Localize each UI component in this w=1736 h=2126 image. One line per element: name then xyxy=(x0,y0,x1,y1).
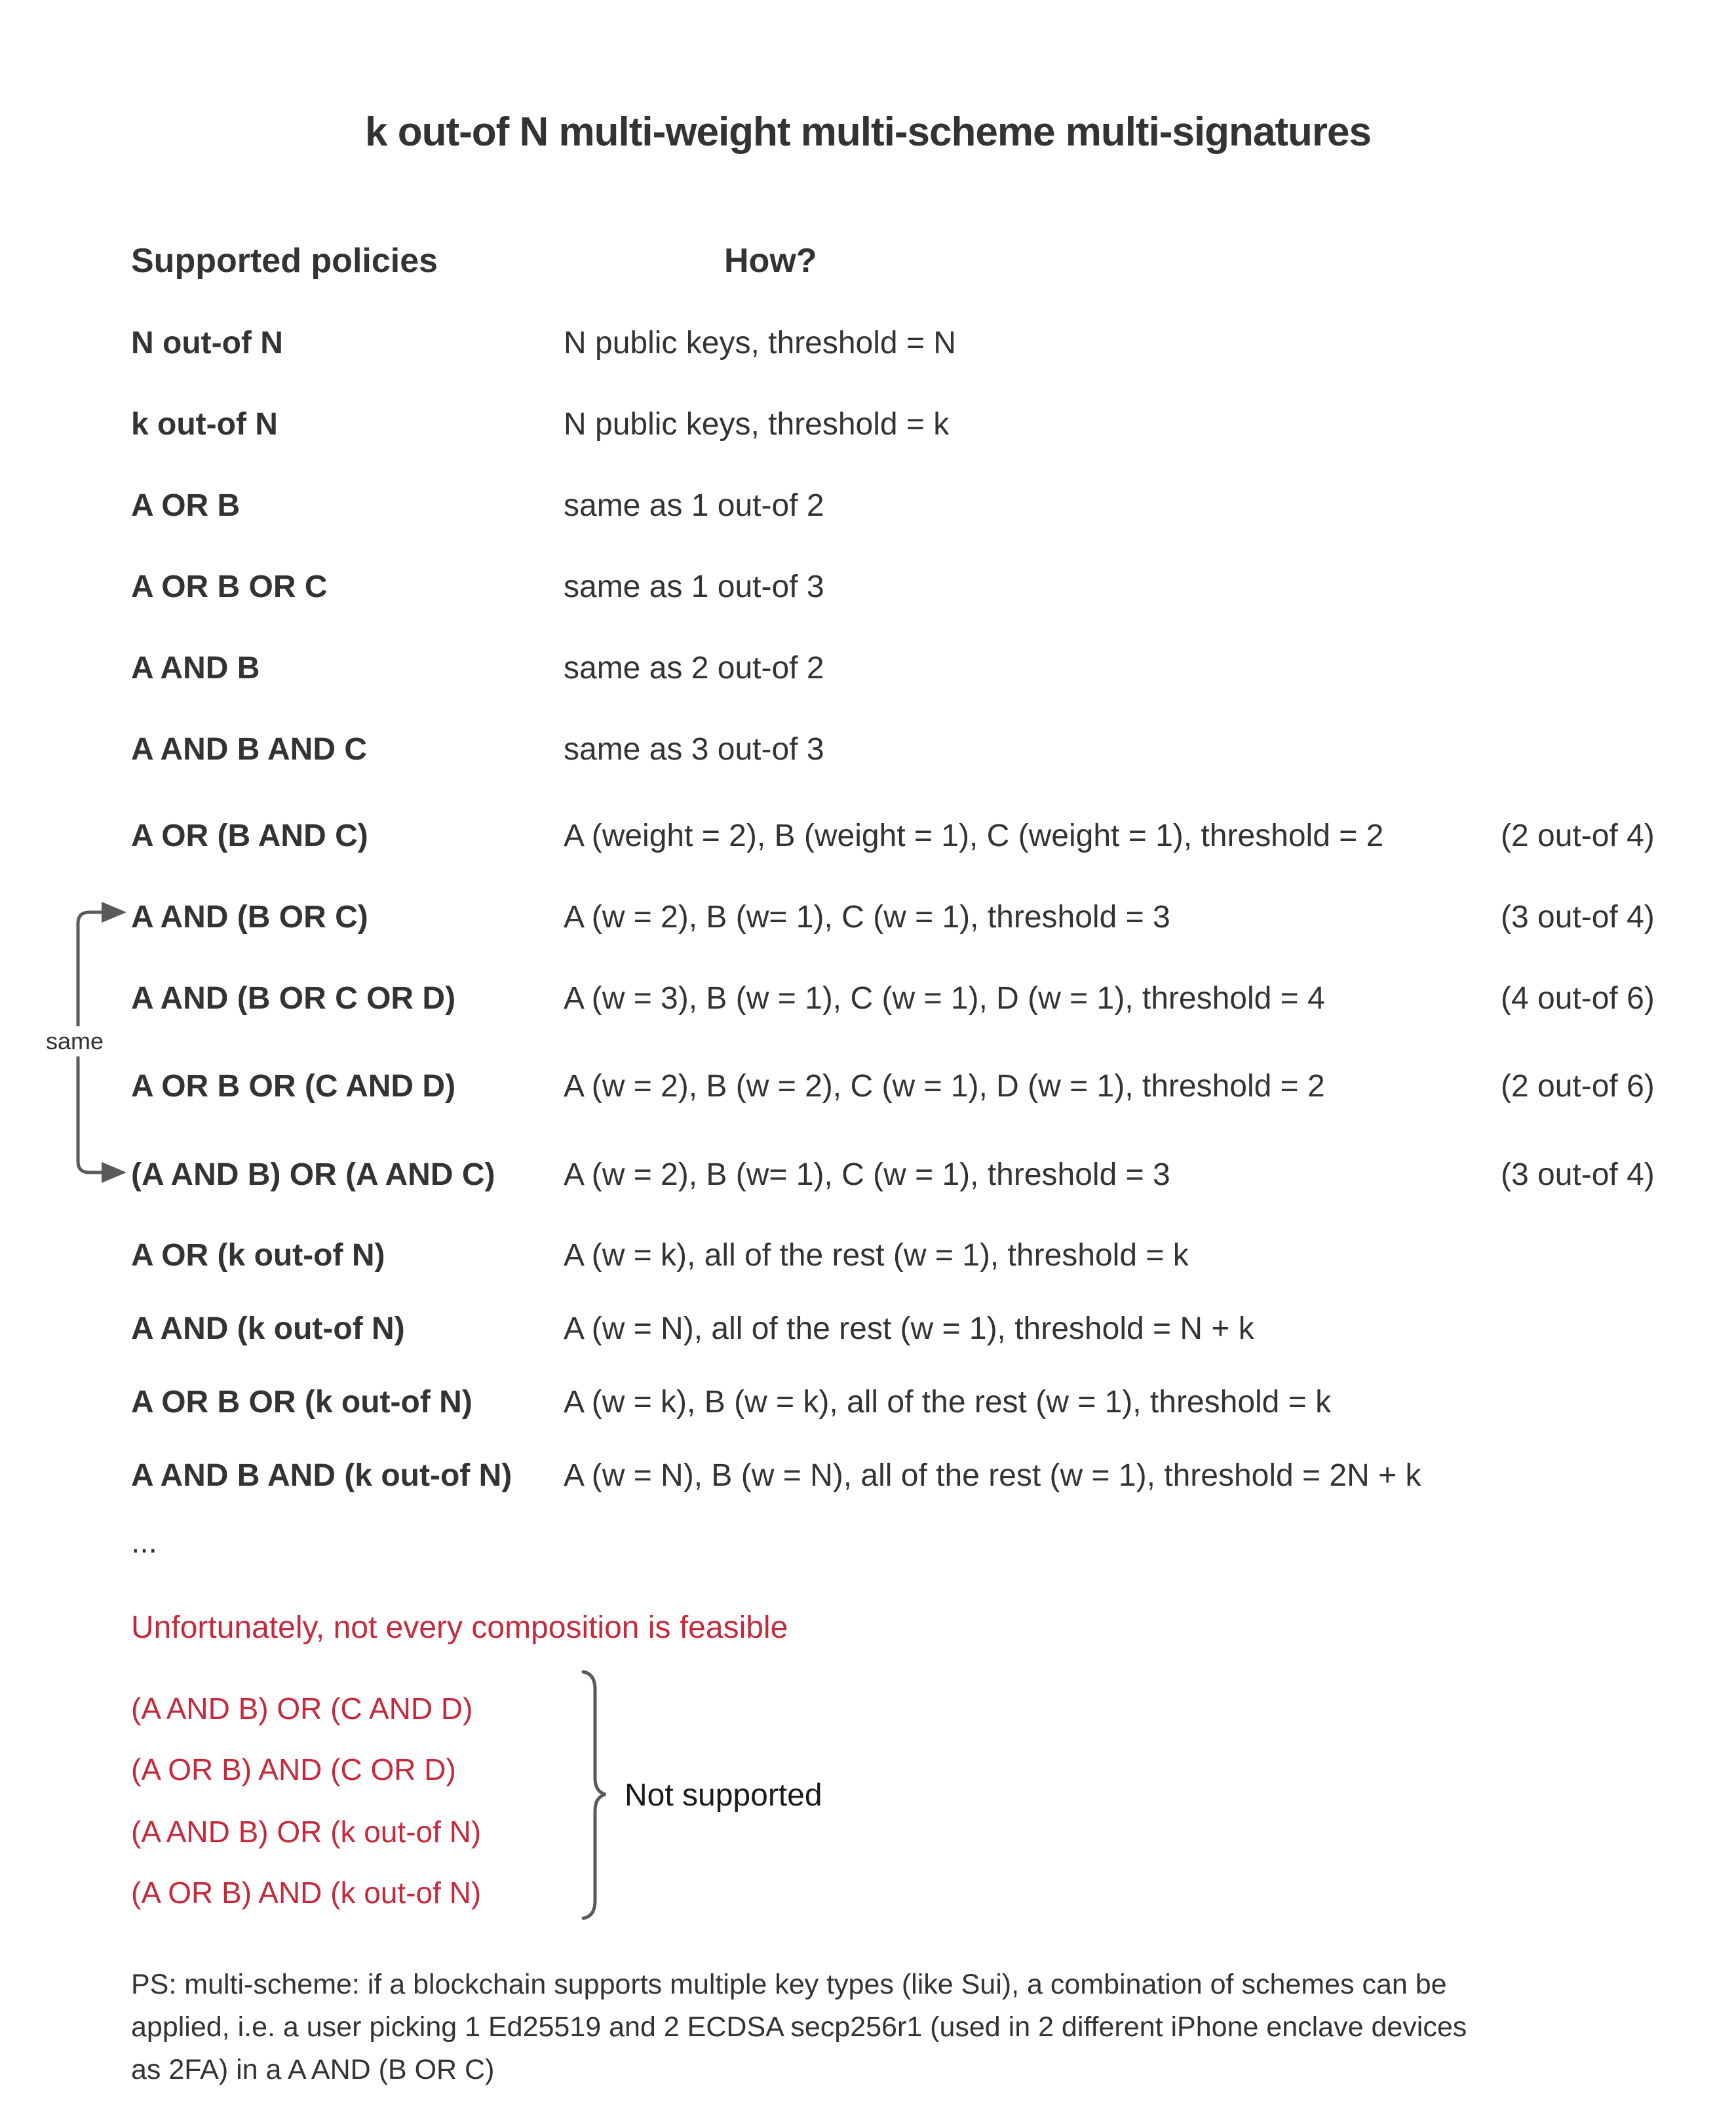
infeasible-item: (A AND B) OR (k out-of N) xyxy=(131,1815,482,1849)
equivalence-note: (3 out-of 4) xyxy=(1501,900,1655,935)
same-label: same xyxy=(42,1026,107,1056)
equivalence-note: (4 out-of 6) xyxy=(1501,981,1655,1016)
equivalence-note: (2 out-of 4) xyxy=(1501,819,1655,853)
how-description: A (w = k), all of the rest (w = 1), threshold = k xyxy=(564,1238,1189,1273)
more-rows-ellipsis: ... xyxy=(131,1525,158,1560)
table-row xyxy=(0,406,1736,446)
policy-label: A AND (B OR C OR D) xyxy=(131,981,456,1016)
policy-label: N out-of N xyxy=(131,326,283,360)
how-description: same as 1 out-of 3 xyxy=(564,570,824,604)
policy-label: A OR B xyxy=(131,488,241,523)
table-row xyxy=(0,980,1736,1020)
policy-label: A OR (B AND C) xyxy=(131,819,368,853)
column-header-policies: Supported policies xyxy=(131,242,438,280)
arrow-up-right-icon xyxy=(102,902,126,923)
curly-brace-icon xyxy=(579,1670,608,1920)
table-row xyxy=(0,325,1736,364)
how-description: N public keys, threshold = N xyxy=(564,326,956,360)
arrow-down-right-icon xyxy=(102,1162,126,1183)
ps-line: PS: multi-scheme: if a blockchain supports multiple key types (like Sui), a combination of schemes can be xyxy=(131,1969,1447,2000)
not-supported-label: Not supported xyxy=(625,1778,822,1813)
ps-line: as 2FA) in a A AND (B OR C) xyxy=(131,2054,495,2085)
how-description: A (weight = 2), B (weight = 1), C (weight = 1), threshold = 2 xyxy=(564,819,1384,853)
infeasible-heading: Unfortunately, not every composition is feasible xyxy=(131,1610,788,1645)
table-row xyxy=(0,488,1736,527)
policy-label: (A AND B) OR (A AND C) xyxy=(131,1157,495,1192)
how-description: A (w = 2), B (w= 1), C (w = 1), threshold = 3 xyxy=(564,900,1170,935)
table-row xyxy=(0,1311,1736,1350)
policy-label: A OR B OR (C AND D) xyxy=(131,1069,456,1104)
infeasible-item: (A OR B) AND (C OR D) xyxy=(131,1752,456,1787)
how-description: N public keys, threshold = k xyxy=(564,407,950,442)
ps-line: applied, i.e. a user picking 1 Ed25519 and 2 ECDSA secp256r1 (used in 2 different iPhone enclave devices xyxy=(131,2011,1467,2043)
table-row xyxy=(0,569,1736,608)
policy-label: A AND (B OR C) xyxy=(131,900,368,935)
how-description: same as 2 out-of 2 xyxy=(564,651,824,686)
policy-label: A AND (k out-of N) xyxy=(131,1311,405,1346)
policy-label: A OR B OR (k out-of N) xyxy=(131,1385,473,1420)
policy-label: A OR B OR C xyxy=(131,570,328,604)
how-description: A (w = 2), B (w= 1), C (w = 1), threshold = 3 xyxy=(564,1157,1170,1192)
table-row xyxy=(0,1458,1736,1497)
table-row xyxy=(0,1384,1736,1423)
infeasible-item: (A AND B) OR (C AND D) xyxy=(131,1691,473,1726)
how-description: same as 1 out-of 2 xyxy=(564,488,824,523)
policy-label: A AND B AND (k out-of N) xyxy=(131,1458,512,1493)
how-description: same as 3 out-of 3 xyxy=(564,732,824,767)
table-row xyxy=(0,1157,1736,1196)
table-row xyxy=(0,650,1736,689)
equivalence-note: (3 out-of 4) xyxy=(1501,1157,1655,1192)
table-row xyxy=(0,818,1736,857)
infeasible-item: (A OR B) AND (k out-of N) xyxy=(131,1876,482,1910)
how-description: A (w = N), all of the rest (w = 1), threshold = N + k xyxy=(564,1311,1254,1346)
how-description: A (w = N), B (w = N), all of the rest (w = 1), threshold = 2N + k xyxy=(564,1458,1421,1493)
how-description: A (w = k), B (w = k), all of the rest (w = 1), threshold = k xyxy=(564,1385,1332,1420)
table-row xyxy=(0,731,1736,771)
page-title: k out-of N multi-weight multi-scheme multi-signatures xyxy=(365,109,1371,155)
ps-note xyxy=(131,1963,1467,2091)
table-row xyxy=(0,1237,1736,1277)
table-row xyxy=(0,899,1736,938)
policy-label: A OR (k out-of N) xyxy=(131,1238,385,1273)
policy-label: A AND B AND C xyxy=(131,732,367,767)
policy-label: A AND B xyxy=(131,651,260,686)
how-description: A (w = 2), B (w = 2), C (w = 1), D (w = 1), threshold = 2 xyxy=(564,1069,1325,1104)
equivalence-note: (2 out-of 6) xyxy=(1501,1069,1655,1104)
table-row xyxy=(0,1068,1736,1108)
column-header-how: How? xyxy=(724,242,817,280)
how-description: A (w = 3), B (w = 1), C (w = 1), D (w = 1), threshold = 4 xyxy=(564,981,1325,1016)
policy-label: k out-of N xyxy=(131,407,278,442)
